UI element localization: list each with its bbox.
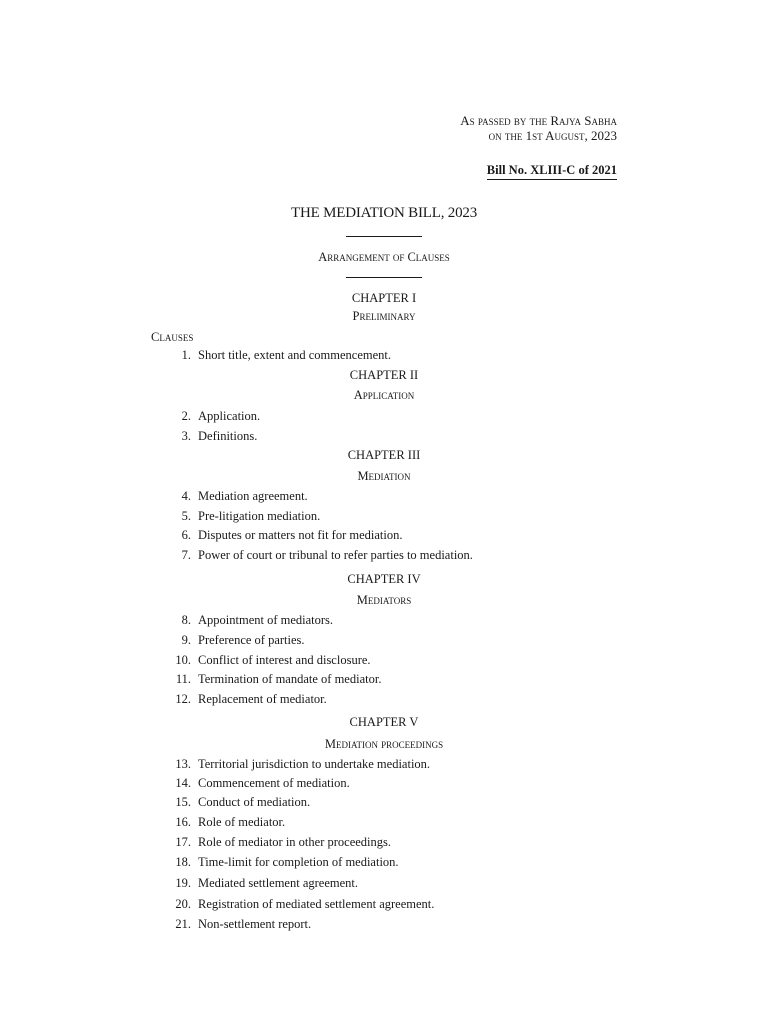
clause-text: Role of mediator. (198, 815, 286, 829)
clause-number: 5. (181, 509, 191, 523)
chapter-heading: CHAPTER III (347, 448, 421, 462)
chapter-heading: CHAPTER IV (347, 572, 421, 586)
clause-text: Conduct of mediation. (198, 795, 311, 809)
chapter-heading: CHAPTER I (351, 291, 417, 305)
clause-text: Conflict of interest and disclosure. (198, 653, 371, 667)
clause-number: 1. (181, 348, 191, 362)
bill-title: THE MEDIATION BILL, 2023 (290, 205, 477, 221)
chapter-subtitle: Mediation proceedings (324, 737, 444, 751)
clause-text: Disputes or matters not fit for mediation. (198, 528, 403, 542)
clause-text: Time-limit for completion of mediation. (198, 855, 399, 869)
clause-text: Pre-litigation mediation. (198, 509, 321, 523)
passed-line-1: As passed by the Rajya Sabha (460, 113, 617, 128)
divider-rule-top (346, 236, 422, 237)
clause-number: 17. (175, 835, 191, 849)
clause-number: 13. (175, 757, 191, 771)
chapter-subtitle: Preliminary (352, 309, 416, 323)
clause-number: 10. (175, 653, 191, 667)
clause-text: Mediation agreement. (198, 489, 308, 503)
clause-number: 4. (181, 489, 191, 503)
clause-number: 2. (181, 409, 191, 423)
clause-number: 20. (175, 897, 191, 911)
bill-number: Bill No. XLIII-C of 2021 (487, 163, 617, 180)
passed-line-2: on the 1st August, 2023 (488, 128, 617, 143)
chapter-subtitle: Mediation (357, 469, 411, 483)
clause-text: Replacement of mediator. (198, 692, 327, 706)
passed-by-note (460, 113, 617, 143)
clause-number: 3. (181, 429, 191, 443)
clause-number: 16. (175, 815, 191, 829)
clause-text: Termination of mandate of mediator. (198, 672, 382, 686)
clause-number: 9. (181, 633, 191, 647)
divider-rule-bottom (346, 277, 422, 278)
chapter-heading: CHAPTER II (349, 368, 419, 382)
clause-text: Application. (198, 409, 261, 423)
clause-text: Non-settlement report. (198, 917, 312, 931)
clause-text: Short title, extent and commencement. (198, 348, 391, 362)
clause-text: Power of court or tribunal to refer parties to mediation. (198, 548, 473, 562)
clause-text: Role of mediator in other proceedings. (198, 835, 391, 849)
clause-text: Territorial jurisdiction to undertake mediation. (198, 757, 431, 771)
clause-number: 7. (181, 548, 191, 562)
clauses-label: Clauses (151, 330, 194, 344)
chapter-heading: CHAPTER V (349, 715, 419, 729)
clause-text: Registration of mediated settlement agreement. (198, 897, 435, 911)
clause-text: Commencement of mediation. (198, 776, 350, 790)
clause-number: 18. (175, 855, 191, 869)
clause-number: 15. (175, 795, 191, 809)
clause-number: 14. (175, 776, 191, 790)
chapter-subtitle: Mediators (356, 593, 412, 607)
clause-number: 8. (181, 613, 191, 627)
clause-number: 19. (175, 876, 191, 890)
clause-number: 11. (175, 672, 191, 686)
clause-text: Mediated settlement agreement. (198, 876, 359, 890)
clause-text: Appointment of mediators. (198, 613, 334, 627)
clause-text: Definitions. (198, 429, 258, 443)
chapter-subtitle: Application (353, 388, 415, 402)
clause-number: 12. (175, 692, 191, 706)
clause-text: Preference of parties. (198, 633, 305, 647)
clause-number: 21. (175, 917, 191, 931)
clause-number: 6. (181, 528, 191, 542)
arrangement-heading: Arrangement of Clauses (318, 250, 450, 264)
